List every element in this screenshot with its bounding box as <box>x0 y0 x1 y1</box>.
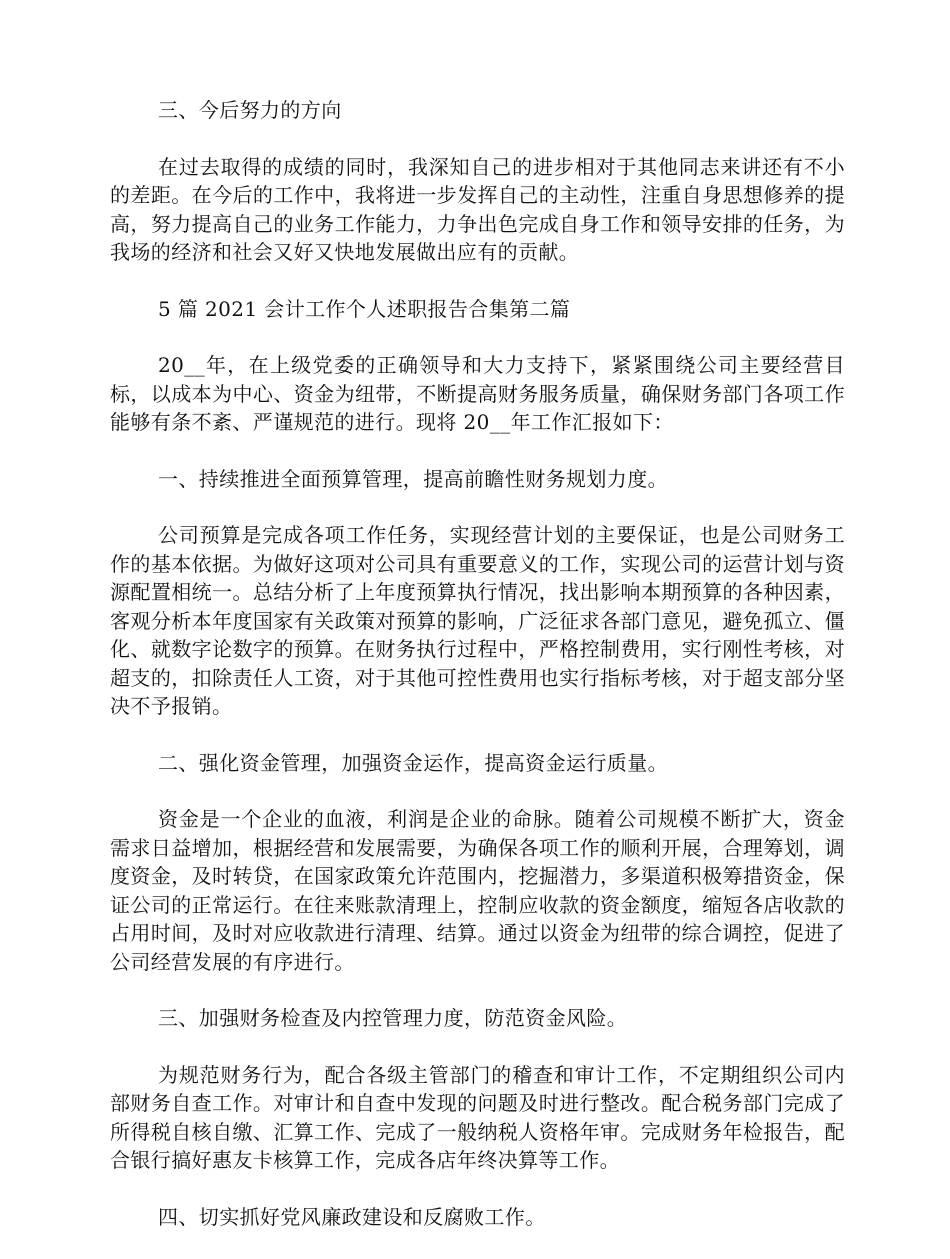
paragraph-funds: 资金是一个企业的血液，利润是企业的命脉。随着公司规模不断扩大，资金需求日益增加，根据经营和发展需要，为确保各项工作的顺利开展，合理筹划，调度资金，及时转贷，在国家政策允许范围内，挖掘潜力，多渠道积极筹措资金，保证公司的正常运行。在往来账款清理上，控制应收款的资金额度，缩短各店收款的占用时间，及时对应收款进行清理、结算。通过以资金为纽带的综合调控，促进了公司经营发展的有序进行。 <box>110 807 845 974</box>
section-heading-future-direction: 三、今后努力的方向 <box>158 98 342 122</box>
section-heading-funds: 二、强化资金管理，加强资金运作，提高资金运行质量。 <box>158 750 668 775</box>
article-title-second: 5 篇 2021 会计工作个人述职报告合集第二篇 <box>158 296 571 321</box>
paragraph-inspection: 为规范财务行为，配合各级主管部门的稽查和审计工作，不定期组织公司内部财务自查工作。对审计和自查中发现的问题及时进行整改。配合税务部门完成了所得税自核自缴、汇算工作、完成了一般纳税人资格年审。完成财务年检报告，配合银行搞好惠友卡核算工作，完成各店年终决算等工作。 <box>110 1062 845 1172</box>
section-heading-budget: 一、持续推进全面预算管理，提高前瞻性财务规划力度。 <box>158 466 668 491</box>
section-heading-integrity: 四、切实抓好党风廉政建设和反腐败工作。 <box>158 1204 546 1229</box>
paragraph-budget: 公司预算是完成各项工作任务，实现经营计划的主要保证，也是公司财务工作的基本依据。为做好这项对公司具有重要意义的工作，实现公司的运营计划与资源配置相统一。总结分析了上年度预算执行情况，找出影响本期预算的各种因素，客观分析本年度国家有关政策对预算的影响，广泛征求各部门意见，避免孤立、僵化、就数字论数字的预算。在财务执行过程中，严格控制费用，实行刚性考核，对超支的，扣除责任人工资，对于其他可控性费用也实行指标考核，对于超支部分坚决不予报销。 <box>110 523 845 718</box>
paragraph-intro: 20__年，在上级党委的正确领导和大力支持下，紧紧围绕公司主要经营目标，以成本为中心、资金为纽带，不断提高财务服务质量，确保财务部门各项工作能够有条不紊、严谨规范的进行。现将 20__年工作汇报如下： <box>110 353 845 434</box>
document-body <box>110 96 845 1259</box>
paragraph-future-direction: 在过去取得的成绩的同时，我深知自己的进步相对于其他同志来讲还有不小的差距。在今后的工作中，我将进一步发挥自己的主动性，注重自身思想修养的提高，努力提高自己的业务工作能力，力争出色完成自身工作和领导安排的任务，为我场的经济和社会又好又快地发展做出应有的贡献。 <box>110 154 845 264</box>
section-heading-inspection: 三、加强财务检查及内控管理力度，防范资金风险。 <box>158 1006 628 1030</box>
